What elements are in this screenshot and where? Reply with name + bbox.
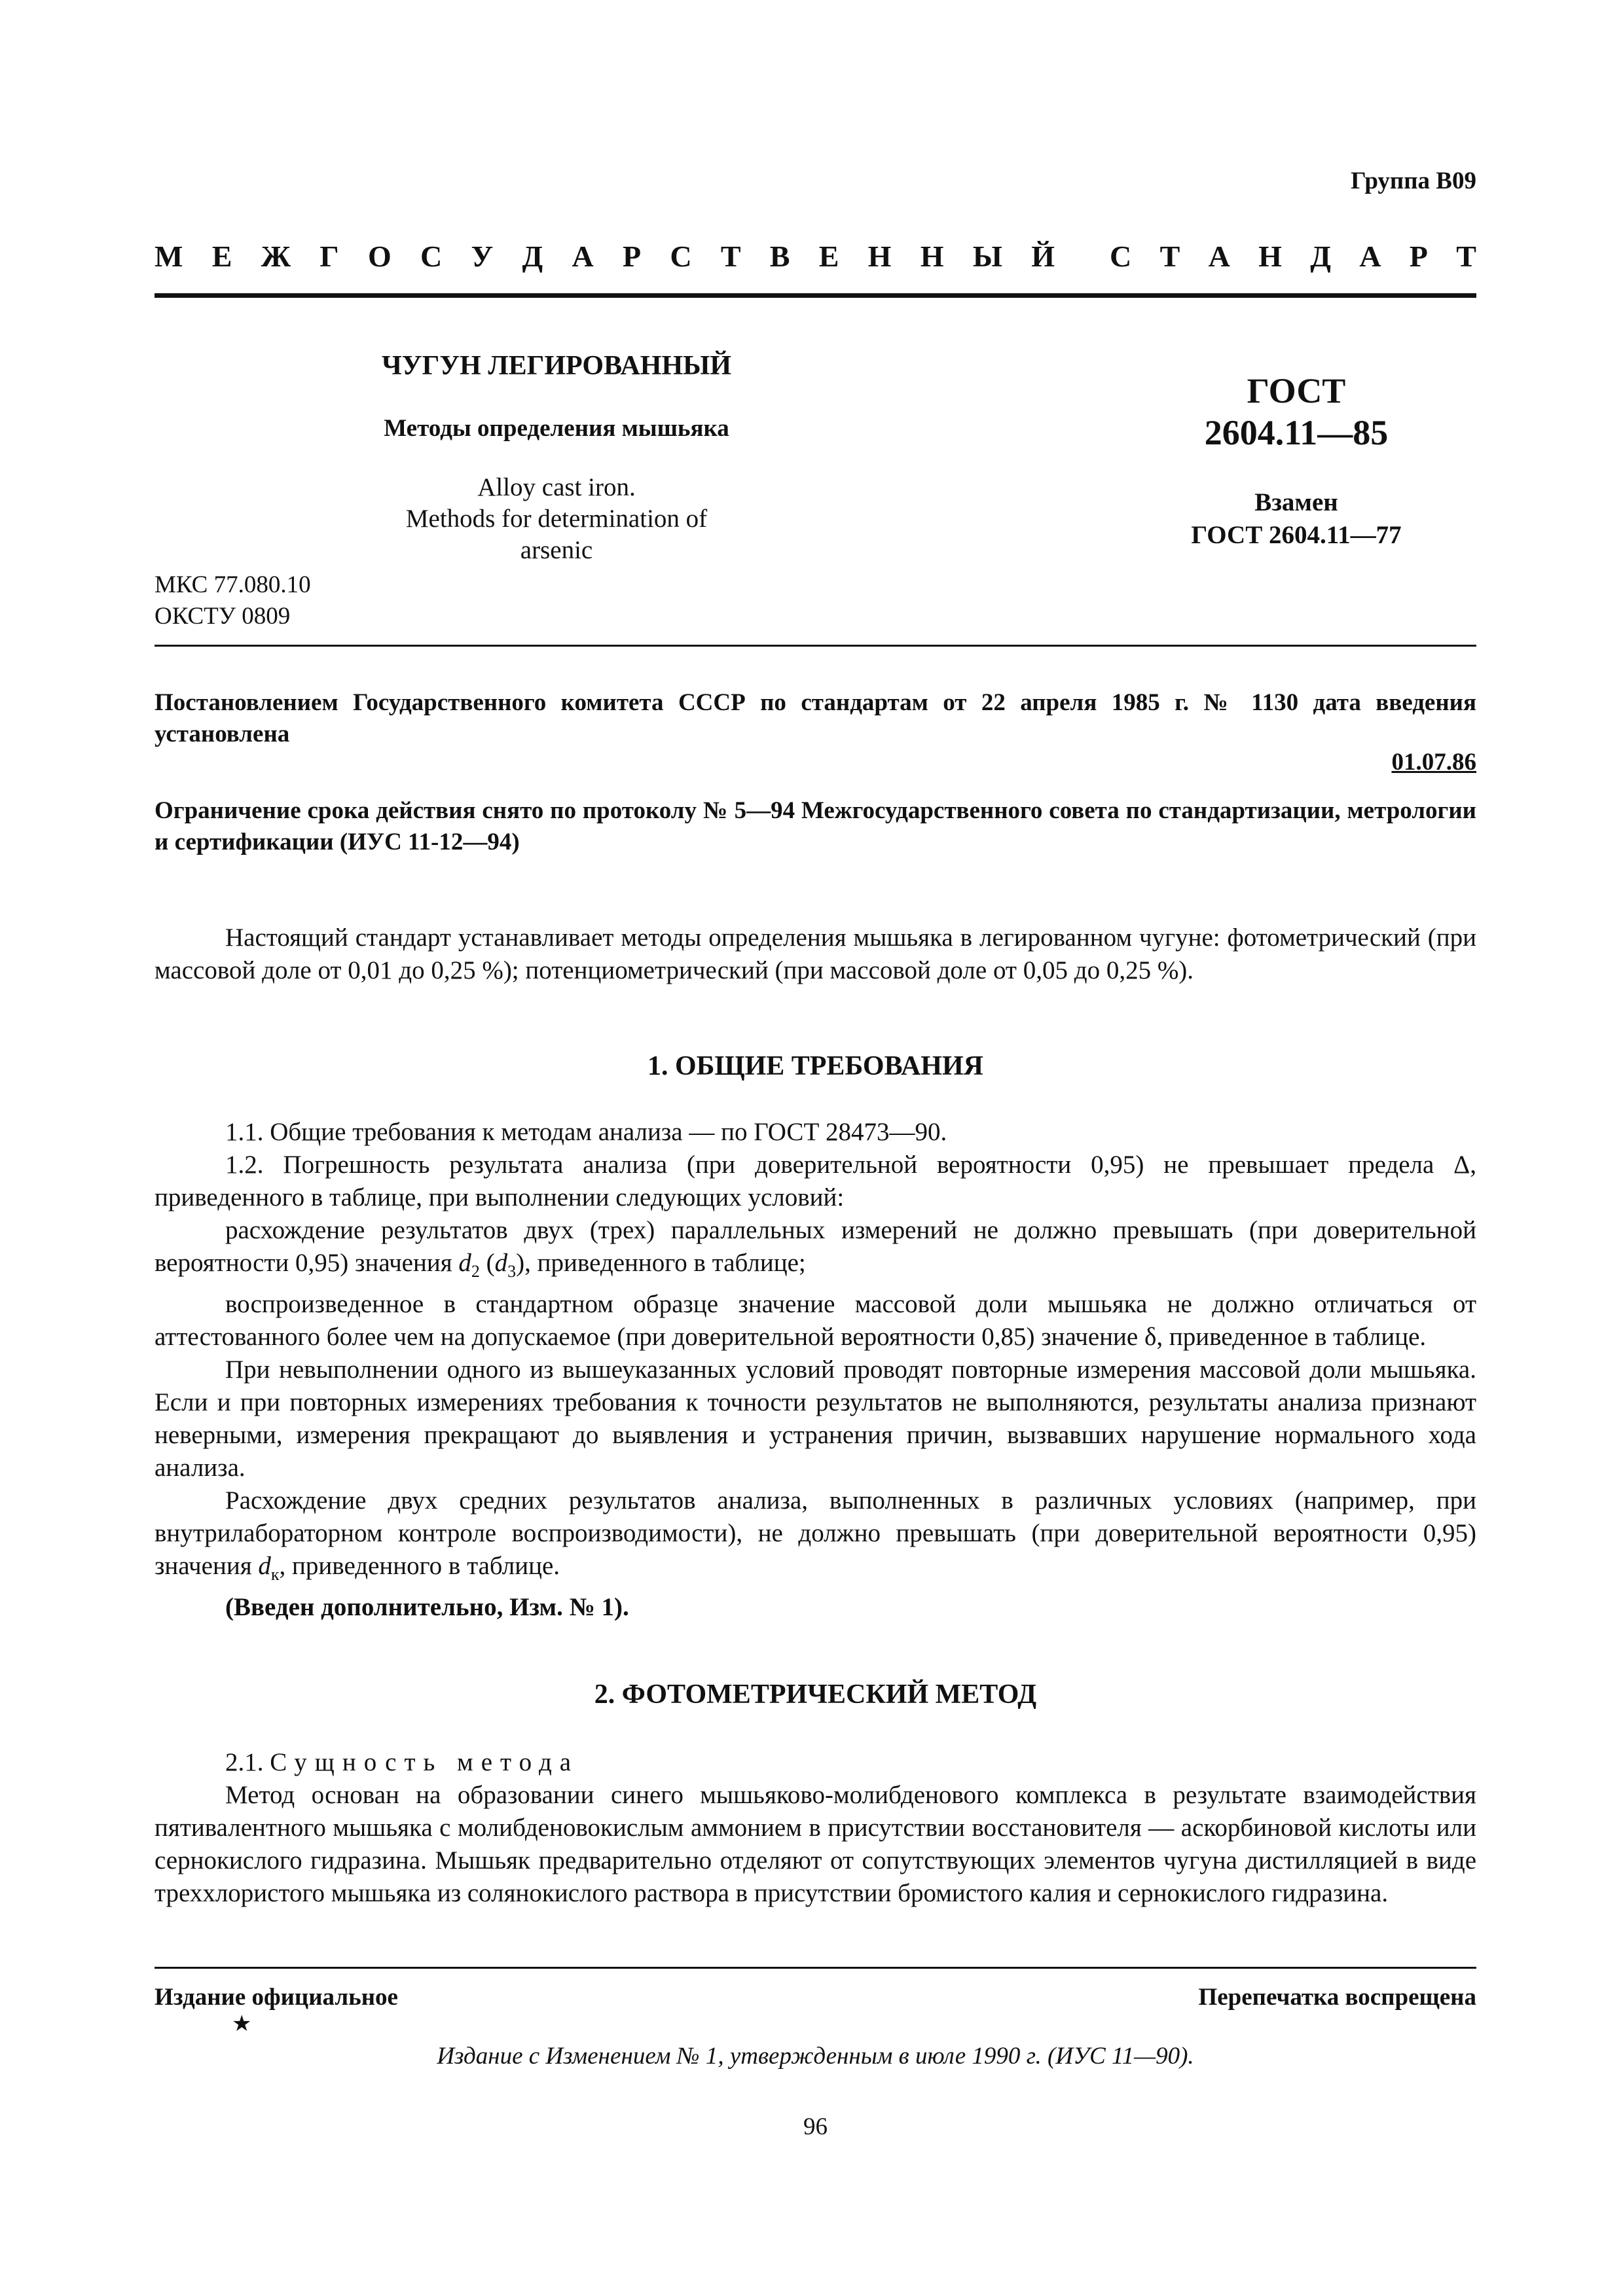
banner-letter: Т: [1456, 240, 1476, 273]
reprint-prohibited-label: Перепечатка воспрещена: [1198, 1984, 1476, 2011]
banner-letter: Г: [319, 240, 339, 273]
banner-letter: Е: [211, 240, 232, 273]
banner-letter: Н: [920, 240, 944, 273]
banner-letter: Д: [1310, 240, 1331, 273]
introduction-date: 01.07.86: [1391, 749, 1476, 776]
paren-open: (: [479, 1249, 495, 1277]
banner-letter: А: [1208, 240, 1230, 273]
replaces-label: Взамен: [1254, 488, 1338, 516]
banner-letter: Ы: [972, 240, 1002, 273]
condition-parallel-end: ), приведенного в таблице;: [516, 1249, 806, 1277]
replaces-gost: ГОСТ 2604.11—77: [1191, 521, 1402, 549]
section-2-body: [155, 1746, 1476, 1910]
banner-letter: С: [1110, 240, 1132, 273]
decree-text: Постановлением Государственного комитета СССР по стандартам от 22 апреля 1985 г. № 1130 дата введения установлена: [155, 689, 1476, 747]
mks-code: МКС 77.080.10: [155, 571, 311, 598]
footer-rule: [155, 1967, 1476, 1969]
okstu-code: ОКСТУ 0809: [155, 603, 291, 630]
symbol-d3-sub: 3: [507, 1261, 517, 1281]
gost-block: [1100, 370, 1493, 552]
classification-codes: [155, 569, 311, 632]
symbol-dk: d: [258, 1551, 271, 1580]
section-1-body: [155, 1116, 1476, 1624]
reproducibility-text-start: Расхождение двух средних результатов анализа, выполненных в различных условиях (например, при внутрилабораторном контроле воспроизводимости), не должно превышать (при доверительной вероятности 0,95) значения: [155, 1486, 1476, 1580]
banner-letter: Т: [720, 240, 741, 273]
banner-letter: Ж: [261, 240, 291, 273]
clause-2-1-title: Сущность метода: [270, 1748, 579, 1776]
banner-letter: У: [471, 240, 494, 273]
banner-word-standard: [1110, 239, 1476, 274]
symbol-dk-sub: к: [270, 1564, 280, 1584]
star-icon: ★: [232, 2012, 252, 2036]
gost-label: ГОСТ: [1247, 371, 1346, 410]
banner-letter: С: [420, 240, 443, 273]
banner-letter: Й: [1031, 240, 1055, 273]
banner-letter: В: [769, 240, 790, 273]
banner-word-interstate: [155, 239, 1055, 274]
page-number: 96: [803, 2113, 828, 2140]
banner-letter: О: [367, 240, 392, 273]
group-code: Группа В09: [1351, 168, 1476, 194]
method-principle: Метод основан на образовании синего мышьяково-молибденового комплекса в результате взаимодействия пятивалентного мышьяка с молибденовокислым аммонием в присутствии восстановителя — аскорбиновой кислоты или сернокислого гидразина. Мышьяк предварительно отделяют от сопутствующих элементов чугуна дистилляцией в виде треххлористого мышьяка из солянокислого раствора в присутствии бромистого калия и сернокислого гидразина.: [155, 1781, 1476, 1907]
clause-1-2: 1.2. Погрешность результата анализа (при доверительной вероятности 0,95) не превышает предела Δ, приведенного в таблице, при выполнении следующих условий:: [155, 1151, 1476, 1211]
banner-letter: Н: [867, 240, 892, 273]
banner-letter: Р: [1409, 240, 1428, 273]
banner-letter: Е: [818, 240, 839, 273]
condition-parallel: [155, 1214, 1476, 1288]
clause-2-1-number: 2.1.: [225, 1748, 264, 1776]
banner-letter: М: [155, 240, 183, 273]
standard-banner: [155, 239, 1476, 274]
banner-letter: А: [572, 240, 594, 273]
english-title-1: Alloy cast iron.: [477, 473, 636, 501]
document-subtitle: Методы определения мышьяка: [384, 415, 729, 442]
banner-letter: Р: [622, 240, 642, 273]
symbol-d3: d: [494, 1249, 508, 1277]
clause-2-1: [155, 1746, 1476, 1779]
amendment-note: (Введен дополнительно, Изм. № 1).: [225, 1592, 629, 1621]
official-edition-label: Издание официальное: [155, 1984, 398, 2011]
banner-letter: Т: [1159, 240, 1180, 273]
symbol-d2: d: [458, 1249, 471, 1277]
banner-letter: Д: [522, 240, 543, 273]
symbol-d2-sub: 2: [471, 1261, 480, 1281]
clause-1-1: 1.1. Общие требования к методам анализа — по ГОСТ 28473—90.: [225, 1118, 947, 1146]
reproducibility-text-end: , приведенного в таблице.: [279, 1551, 560, 1580]
condition-reference: воспроизведенное в стандартном образце значение массовой доли мышьяка не должно отличаться от аттестованного более чем на допускаемое (при доверительной вероятности 0,85) значение δ, приведенное в таблице.: [155, 1289, 1476, 1351]
edition-note: Издание с Изменением № 1, утвержденным в июле 1990 г. (ИУС 11—90).: [437, 2043, 1194, 2070]
banner-letter: Н: [1258, 240, 1282, 273]
title-block: [367, 350, 746, 566]
reproducibility-text: [155, 1484, 1476, 1591]
section-1-heading: 1. ОБЩИЕ ТРЕБОВАНИЯ: [647, 1051, 983, 1081]
codes-rule: [155, 645, 1476, 647]
intro-paragraph: Настоящий стандарт устанавливает методы определения мышьяка в легированном чугуне: фотометрический (при массовой доле от 0,01 до 0,25 %); потенциометрический (при массовой доле от 0,05 до 0,25 %).: [155, 924, 1476, 984]
banner-letter: А: [1359, 240, 1381, 273]
condition-parallel-text: расхождение результатов двух (трех) параллельных измерений не должно превышать (при доверительной вероятности 0,95) значения: [155, 1216, 1476, 1277]
header-rule: [155, 293, 1476, 298]
banner-letter: С: [670, 240, 692, 273]
gost-number: 2604.11—85: [1204, 413, 1389, 452]
repeat-measurement-text: При невыполнении одного из вышеуказанных условий проводят повторные измерения массовой доли мышьяка. Если и при повторных измерениях требования к точности результатов не выполняются, результаты анализа признают неверными, измерения прекращают до выявления и устранения причин, вызвавших нарушение нормального хода анализа.: [155, 1355, 1476, 1482]
section-2-heading: 2. ФОТОМЕТРИЧЕСКИЙ МЕТОД: [594, 1679, 1037, 1710]
document-title: ЧУГУН ЛЕГИРОВАННЫЙ: [381, 351, 732, 381]
limitation-text: Ограничение срока действия снято по протоколу № 5—94 Межгосударственного совета по стандартизации, метрологии и сертификации (ИУС 11-12—94): [155, 797, 1476, 855]
english-title-2: Methods for determination of arsenic: [405, 505, 708, 564]
